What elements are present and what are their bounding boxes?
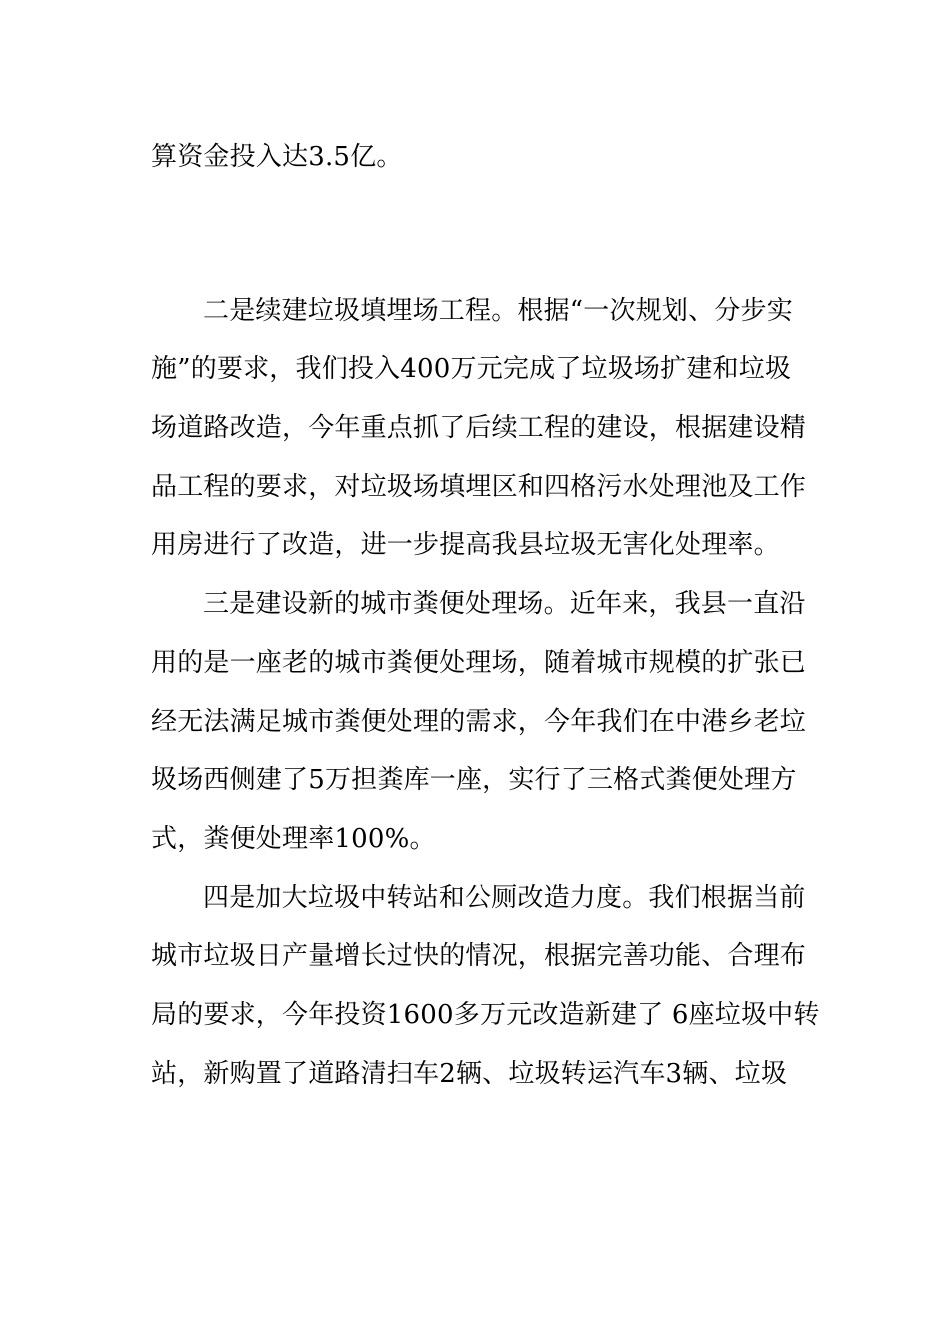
text-line-4: 场道路改造，今年重点抓了后续工程的建设，根据建设精: [151, 413, 807, 444]
text-line-8: 用的是一座老的城市粪便处理场，随着城市规模的扩张已: [151, 647, 807, 678]
text-line-14: 局的要求，今年投资1600多万元改造新建了 6座垃圾中转: [151, 999, 820, 1030]
text-line-6: 用房进行了改造，进一步提高我县垃圾无害化处理率。: [151, 530, 780, 561]
text-line-13: 城市垃圾日产量增长过快的情况，根据完善功能、合理布: [151, 941, 807, 972]
text-line-11: 式，粪便处理率100%。: [151, 823, 436, 854]
text-line-1: 算资金投入达3.5亿。: [151, 142, 403, 172]
text-line-15: 站，新购置了道路清扫车2辆、垃圾转运汽车3辆、垃圾: [151, 1058, 788, 1089]
text-line-9: 经无法满足城市粪便处理的需求，今年我们在中港乡老垃: [151, 706, 807, 737]
paragraph-gap: [151, 187, 811, 282]
text-line-10: 圾场西侧建了5万担粪库一座，实行了三格式粪便处理方: [151, 765, 797, 796]
text-line-12: 四是加大垃圾中转站和公厕改造力度。我们根据当前: [203, 882, 806, 913]
text-line-3: 施”的要求，我们投入400万元完成了垃圾场扩建和垃圾: [151, 354, 792, 385]
text-line-2: 二是续建垃圾填埋场工程。根据“一次规划、分步实: [203, 295, 793, 326]
text-line-7: 三是建设新的城市粪便处理场。近年来，我县一直沿: [203, 589, 806, 620]
text-line-5: 品工程的要求，对垃圾场填埋区和四格污水处理池及工作: [151, 471, 807, 502]
document-body: [151, 128, 820, 1103]
